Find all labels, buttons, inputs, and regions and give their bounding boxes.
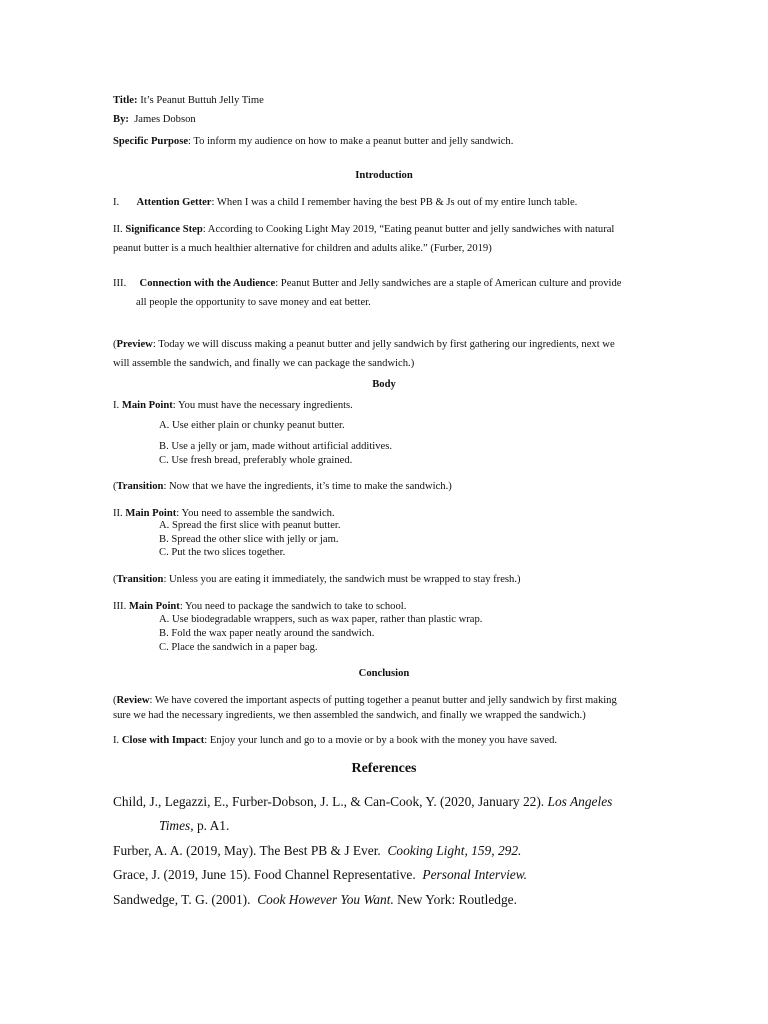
main-point-2-label: Main Point <box>125 508 177 519</box>
main-point-3-sub-c: C. Place the sandwich in a paper bag. <box>159 642 318 653</box>
specific-purpose <box>113 135 513 148</box>
main-point-2-numeral: II. <box>113 508 123 519</box>
introduction-heading: Introduction <box>355 170 413 181</box>
references-heading: References <box>351 761 417 776</box>
body-heading: Body <box>372 379 396 390</box>
review-open-paren: ( <box>113 695 117 706</box>
preview-text-2: will assemble the sandwich, and finally we can package the sandwich.) <box>113 358 415 369</box>
reference-2-publication: Cooking Light, 159, 292. <box>387 843 522 858</box>
main-point-1-sub-a: A. Use either plain or chunky peanut butter. <box>159 420 345 431</box>
close-text: : Enjoy your lunch and go to a movie or by a book with the money you have saved. <box>204 735 558 746</box>
significance-step-line1 <box>113 223 614 236</box>
reference-1-line2 <box>159 818 229 834</box>
connection-numeral: III. <box>113 278 127 289</box>
transition-1 <box>113 480 452 493</box>
significance-numeral: II. <box>113 224 123 235</box>
preview-text-1: : Today we will discuss making a peanut butter and jelly sandwich by first gathering our ingredients, next we <box>152 339 615 350</box>
reference-4 <box>113 892 517 908</box>
purpose-label: Specific Purpose <box>113 136 189 147</box>
author-line <box>113 113 196 126</box>
connection-line1 <box>113 277 621 290</box>
reference-4-text: Sandwedge, T. G. (2001). <box>113 892 251 907</box>
transition-2-open-paren: ( <box>113 574 117 585</box>
significance-text-2: peanut butter is a much healthier alternative for children and adults alike.” (Furber, 2019) <box>113 243 492 254</box>
preview-open-paren: ( <box>113 339 117 350</box>
main-point-1-text: : You must have the necessary ingredients. <box>172 400 353 411</box>
reference-3 <box>113 867 527 883</box>
main-point-1-sub-b: B. Use a jelly or jam, made without artificial additives. <box>159 441 393 452</box>
main-point-3-sub-a: A. Use biodegradable wrappers, such as wax paper, rather than plastic wrap. <box>159 614 483 625</box>
reference-1-line1 <box>113 794 612 810</box>
close-numeral: I. <box>113 735 120 746</box>
reference-1-publication-cont: Times <box>159 818 191 833</box>
preview-line1 <box>113 338 615 351</box>
title-value: It’s Peanut Buttuh Jelly Time <box>140 95 264 106</box>
title-label: Title: <box>113 95 138 106</box>
main-point-3-sub-b: B. Fold the wax paper neatly around the sandwich. <box>159 628 375 639</box>
main-point-2-sub-b: B. Spread the other slice with jelly or jam. <box>159 534 339 545</box>
attention-numeral: I. <box>113 197 120 208</box>
connection-text-2: all people the opportunity to save money and eat better. <box>136 297 371 308</box>
review-text-2: sure we had the necessary ingredients, we then assembled the sandwich, and finally we wrapped the sandwich.) <box>113 710 586 721</box>
reference-3-text: Grace, J. (2019, June 15). Food Channel Representative. <box>113 867 416 882</box>
transition-2-text: : Unless you are eating it immediately, the sandwich must be wrapped to stay fresh.) <box>163 574 521 585</box>
reference-3-type: Personal Interview. <box>422 867 528 882</box>
transition-2-label: Transition <box>116 574 164 585</box>
purpose-text: : To inform my audience on how to make a peanut butter and jelly sandwich. <box>188 136 514 147</box>
author-name: James Dobson <box>134 114 196 125</box>
connection-label: Connection with the Audience <box>139 278 276 289</box>
significance-label: Significance Step <box>125 224 203 235</box>
main-point-3-label: Main Point <box>128 601 180 612</box>
main-point-3-text: : You need to package the sandwich to take to school. <box>179 601 407 612</box>
main-point-3 <box>113 600 406 613</box>
main-point-1-numeral: I. <box>113 400 120 411</box>
attention-text: : When I was a child I remember having the best PB & Js out of my entire lunch table. <box>211 197 578 208</box>
by-label: By: <box>113 114 129 125</box>
reference-1-publication: Los Angeles <box>547 794 613 809</box>
transition-2 <box>113 573 521 586</box>
review-label: Review <box>116 695 150 706</box>
conclusion-heading: Conclusion <box>358 668 410 679</box>
close-label: Close with Impact <box>121 735 205 746</box>
connection-text-1: : Peanut Butter and Jelly sandwiches are a staple of American culture and provide <box>275 278 622 289</box>
reference-1-page: , p. A1. <box>190 818 230 833</box>
transition-1-label: Transition <box>116 481 164 492</box>
reference-4-publisher: New York: Routledge. <box>393 892 517 907</box>
main-point-2-sub-c: C. Put the two slices together. <box>159 547 286 558</box>
main-point-2-text: : You need to assemble the sandwich. <box>176 508 335 519</box>
reference-4-title: Cook However You Want. <box>257 892 394 907</box>
main-point-1 <box>113 399 353 412</box>
main-point-3-numeral: III. <box>113 601 127 612</box>
main-point-1-label: Main Point <box>121 400 173 411</box>
main-point-1-sub-c: C. Use fresh bread, preferably whole grained. <box>159 455 353 466</box>
preview-label: Preview <box>116 339 153 350</box>
significance-text-1: : According to Cooking Light May 2019, “Eating peanut butter and jelly sandwiches with natural <box>202 224 615 235</box>
review-line1 <box>113 694 617 707</box>
attention-label: Attention Getter <box>136 197 212 208</box>
review-text-1: : We have covered the important aspects of putting together a peanut butter and jelly sandwich by first making <box>149 695 617 706</box>
reference-2 <box>113 843 521 859</box>
reference-2-text: Furber, A. A. (2019, May). The Best PB & J Ever. <box>113 843 381 858</box>
close-with-impact <box>113 734 557 747</box>
transition-1-text: : Now that we have the ingredients, it’s time to make the sandwich.) <box>163 481 452 492</box>
main-point-2-sub-a: A. Spread the first slice with peanut butter. <box>159 520 341 531</box>
transition-1-open-paren: ( <box>113 481 117 492</box>
title-line <box>113 94 264 107</box>
reference-1-text: Child, J., Legazzi, E., Furber-Dobson, J. L., & Can-Cook, Y. (2020, January 22). <box>113 794 545 809</box>
attention-getter <box>113 196 577 209</box>
